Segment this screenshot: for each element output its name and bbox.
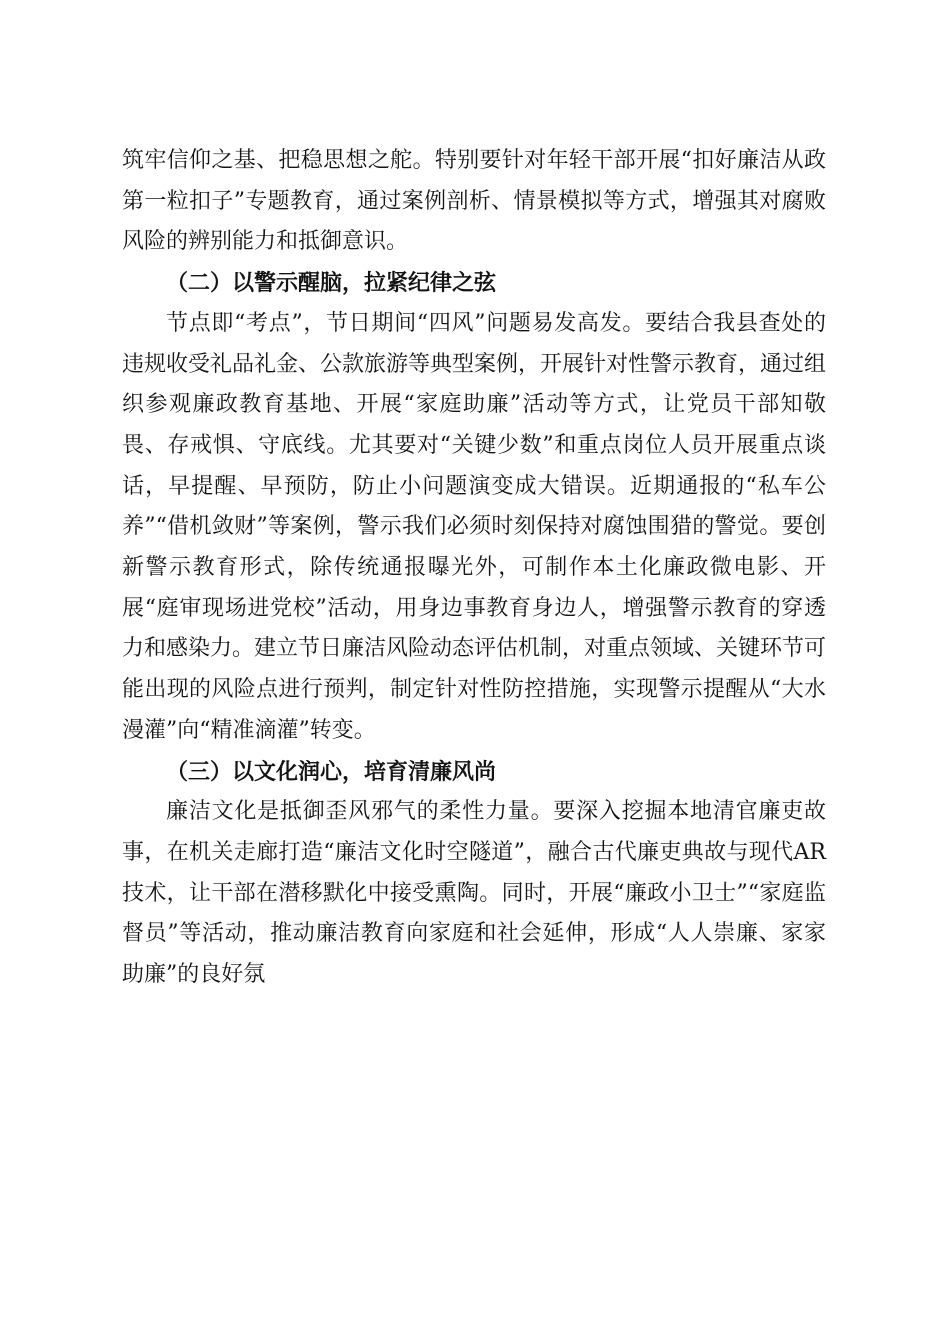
paragraph-continuation: 筑牢信仰之基、把稳思想之舵。特别要针对年轻干部开展“扣好廉洁从政第一粒扣子”专题教育，通过案例剖析、情景模拟等方式，增强其对腐败风险的辨别能力和抵御意识。	[122, 148, 826, 255]
document-page	[122, 141, 826, 996]
paragraph-integrity-culture: 廉洁文化是抵御歪风邪气的柔性力量。要深入挖掘本地清官廉吏故事，在机关走廊打造“廉洁文化时空隧道”，融合古代廉吏典故与现代AR技术，让干部在潜移默化中接受熏陶。同时，开展“廉政小卫士”“家庭监督员”等活动，推动廉洁教育向家庭和社会延伸，形成“人人崇廉、家家助廉”的良好氛	[122, 799, 826, 988]
paragraph-warning-education: 节点即“考点”，节日期间“四风”问题易发高发。要结合我县查处的违规收受礼品礼金、公款旅游等典型案例，开展针对性警示教育，通过组织参观廉政教育基地、开展“家庭助廉”活动等方式，让党员干部知敬畏、存戒惧、守底线。尤其要对“关键少数”和重点岗位人员开展重点谈话，早提醒、早预防，防止小问题演变成大错误。近期通报的“私车公养”“借机敛财”等案例，警示我们必须时刻保持对腐蚀围猎的警觉。要创新警示教育形式，除传统通报曝光外，可制作本土化廉政微电影、开展“庭审现场进党校”活动，用身边事教育身边人，增强警示教育的穿透力和感染力。建立节日廉洁风险动态评估机制，对重点领域、关键环节可能出现的风险点进行预判，制定针对性防控措施，实现警示提醒从“大水漫灌”向“精准滴灌”转变。	[122, 310, 827, 743]
section-heading-3: （三）以文化润心，培育清廉风尚	[166, 758, 497, 785]
section-heading-2: （二）以警示醒脑，拉紧纪律之弦	[166, 270, 497, 297]
